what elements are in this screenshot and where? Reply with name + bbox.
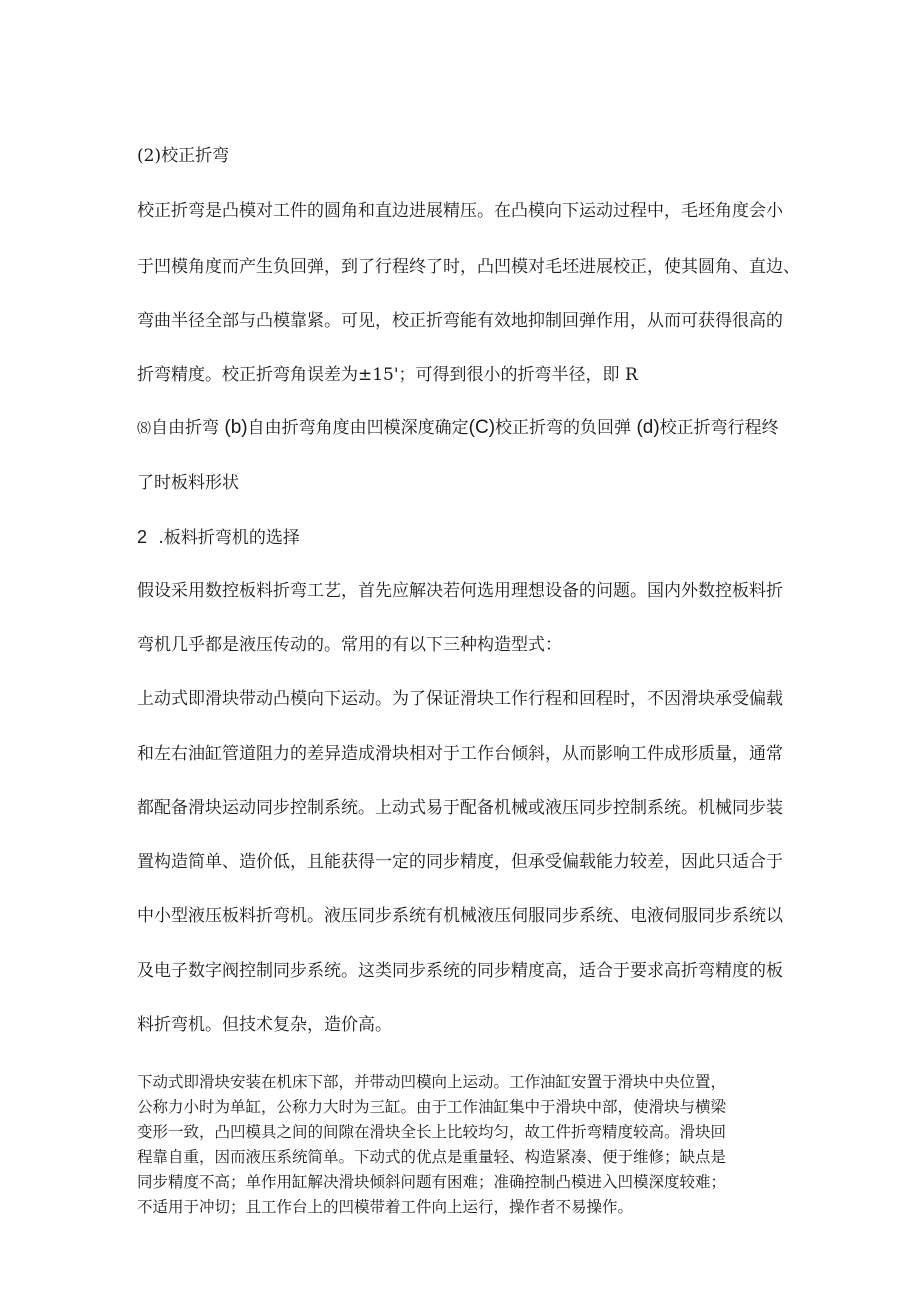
paragraph-line: 弯机几乎都是液压传动的。常用的有以下三种构造型式： [137,635,562,655]
paragraph-line: 同步精度不高；单作用缸解决滑块倾斜问题有困难；准确控制凸模进入凹模深度较难； [137,1173,727,1191]
caption-marker-d: (d) [636,417,660,438]
caption-marker-b: (b) [224,417,248,438]
caption-text-b: 自由折弯角度由凹模深度确定 [247,418,469,438]
paragraph-line: 程靠自重，因而液压系统简单。下动式的优点是重量轻、构造紧凑、便于维修；缺点是 [137,1148,727,1166]
heading-text: (2)校正折弯 [137,146,230,166]
paragraph-line: 变形一致，凸凹模具之间的间隙在滑块全长上比较均匀，故工件折弯精度较高。滑块回 [137,1123,727,1141]
section-heading-press-brake-selection [137,526,300,549]
caption-text-d: 校正折弯行程终 [659,418,779,438]
paragraph-line: 都配备滑块运动同步控制系统。上动式易于配备机械或液压同步控制系统。机械同步装 [137,798,783,818]
paragraph-line: 校正折弯是凸模对工件的圆角和直边进展精压。在凸模向下运动过程中，毛坯角度会小 [137,201,783,221]
section-heading-correction-bending [137,145,229,167]
heading-text: .板料折弯机的选择 [158,528,300,548]
figure-caption-line [137,417,779,440]
paragraph-line: 上动式即滑块带动凸模向下运动。为了保证滑块工作行程和回程时，不因滑块承受偏载 [137,689,783,709]
paragraph-line: 及电子数字阀控制同步系统。这类同步系统的同步精度高，适合于要求高折弯精度的板 [137,961,783,981]
paragraph-line: 于凹模角度而产生负回弹，到了行程终了时，凸凹模对毛坯进展校正，使其圆角、直边、 [137,257,800,277]
paragraph-line: 置构造简单、造价低，且能获得一定的同步精度，但承受偏载能力较差，因此只适合于 [137,852,783,872]
paragraph-line: 和左右油缸管道阻力的差异造成滑块相对于工作台倾斜，从而影响工件成形质量，通常 [137,744,783,764]
paragraph-line: 下动式即滑块安装在机床下部，并带动凹模向上运动。工作油缸安置于滑块中央位置， [137,1073,727,1091]
paragraph-line: 弯曲半径全部与凸模靠紧。可见，校正折弯能有效地抑制回弹作用，从而可获得很高的 [137,311,783,331]
caption-text-a: 自由折弯 [151,418,219,438]
figure-caption-line-2: 了时板料形状 [137,473,239,493]
caption-marker-c: (C) [468,417,496,438]
caption-marker-a: ⑻ [137,421,151,437]
paragraph-line: 折弯精度。校正折弯角误差为±15'；可得到很小的折弯半径，即 R [137,365,638,385]
paragraph-line: 公称力小时为单缸，公称力大时为三缸。由于工作油缸集中于滑块中部，使滑块与横梁 [137,1098,727,1116]
caption-text-c: 校正折弯的负回弹 [495,418,632,438]
paragraph-line: 不适用于冲切；且工作台上的凹模带着工件向上运行，操作者不易操作。 [137,1198,634,1216]
paragraph-line: 料折弯机。但技术复杂，造价高。 [137,1015,392,1035]
heading-number: 2 [137,527,148,547]
paragraph-line: 中小型液压板料折弯机。液压同步系统有机械液压伺服同步系统、电液伺服同步系统以 [137,906,783,926]
paragraph-line: 假设采用数控板料折弯工艺，首先应解决若何选用理想设备的问题。国内外数控板料折 [137,581,783,601]
